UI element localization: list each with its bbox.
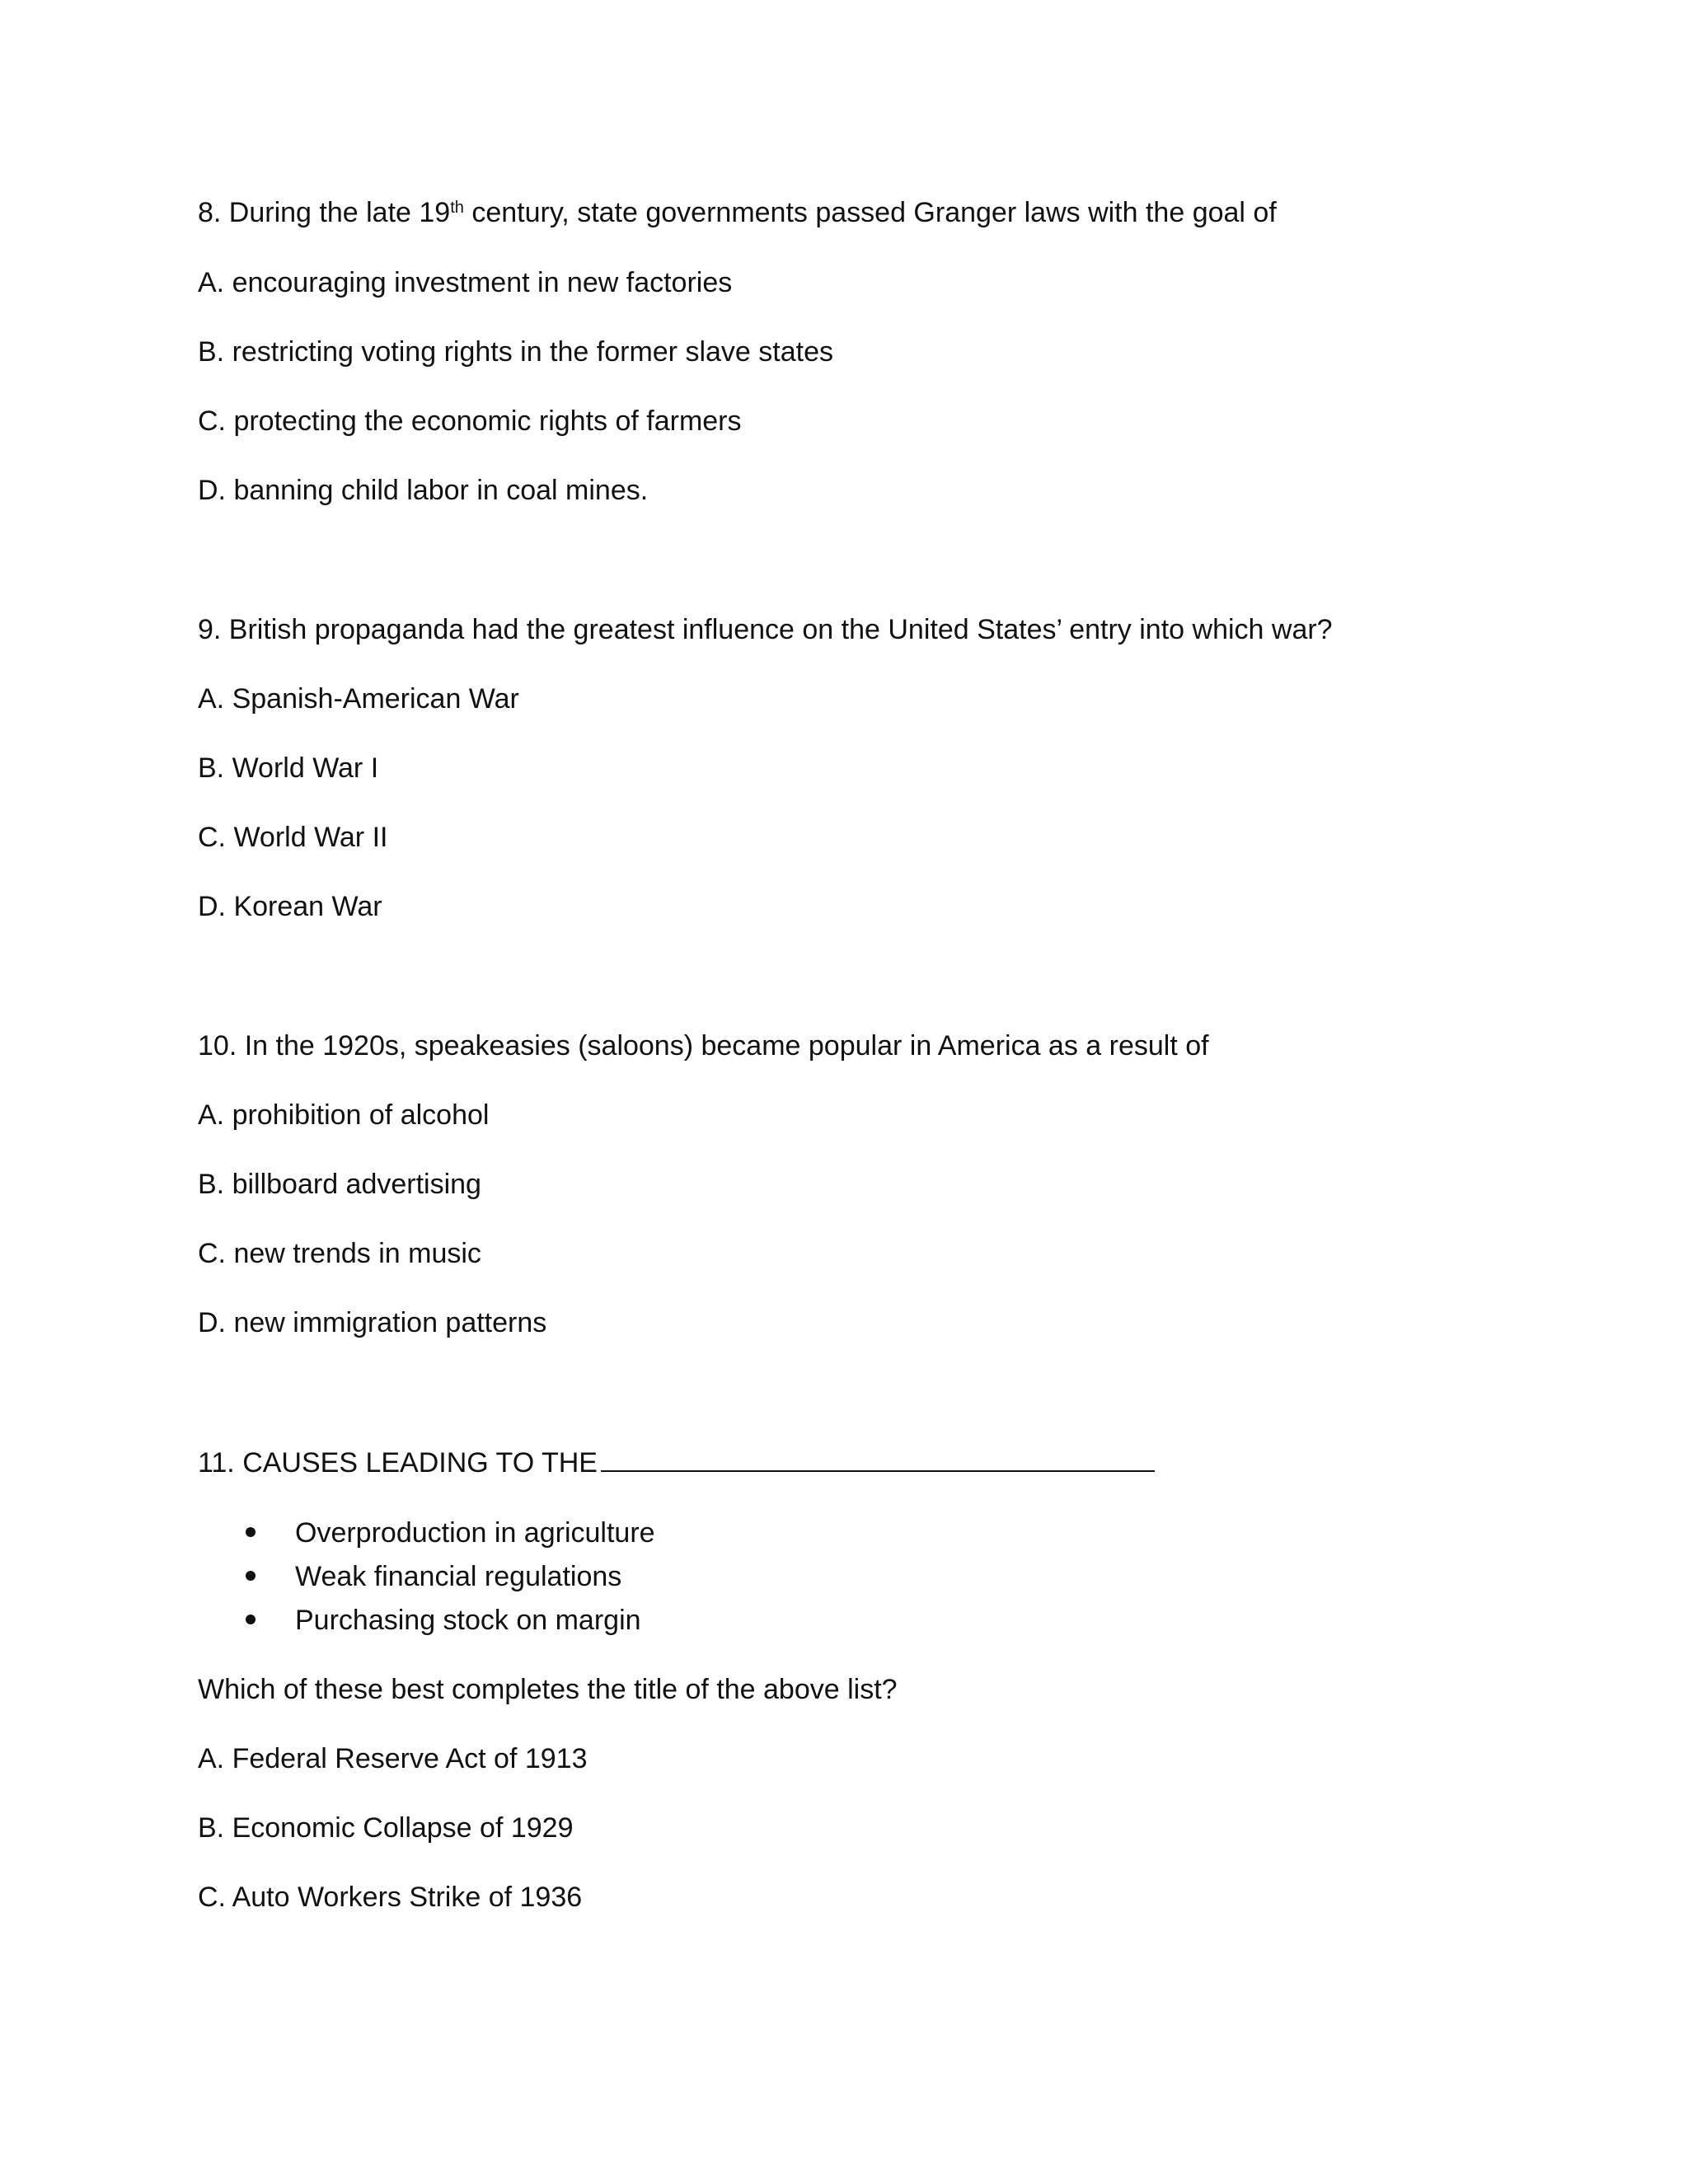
question-8-option-a: A. encouraging investment in new factories bbox=[198, 267, 733, 298]
cause-list-item bbox=[246, 1604, 641, 1637]
question-8-option-d: D. banning child labor in coal mines. bbox=[198, 475, 649, 506]
question-11-title bbox=[198, 1446, 1155, 1479]
question-8-suffix: century, state governments passed Granger laws with the goal of bbox=[463, 197, 1277, 228]
cause-list-item bbox=[246, 1516, 655, 1549]
bullet-icon bbox=[246, 1527, 256, 1537]
question-8-option-c: C. protecting the economic rights of farmers bbox=[198, 405, 742, 437]
cause-text: Weak financial regulations bbox=[295, 1561, 622, 1592]
cause-list-item bbox=[246, 1560, 621, 1593]
cause-text: Purchasing stock on margin bbox=[295, 1605, 641, 1636]
question-8-option-b: B. restricting voting rights in the former slave states bbox=[198, 336, 833, 368]
question-10-option-b: B. billboard advertising bbox=[198, 1169, 481, 1200]
question-9-option-c: C. World War II bbox=[198, 822, 388, 853]
question-10-stem: 10. In the 1920s, speakeasies (saloons) became popular in America as a result of bbox=[198, 1030, 1209, 1062]
question-8-stem bbox=[198, 196, 1277, 229]
question-11-option-c: C. Auto Workers Strike of 1936 bbox=[198, 1882, 583, 1913]
question-8-superscript: th bbox=[450, 199, 464, 217]
question-11-option-b: B. Economic Collapse of 1929 bbox=[198, 1812, 574, 1844]
question-11-title-text: 11. CAUSES LEADING TO THE bbox=[198, 1447, 598, 1479]
question-11-prompt: Which of these best completes the title of the above list? bbox=[198, 1674, 898, 1705]
question-9-option-d: D. Korean War bbox=[198, 891, 382, 922]
question-9-option-a: A. Spanish-American War bbox=[198, 683, 519, 715]
question-9-option-b: B. World War I bbox=[198, 752, 379, 784]
question-8-prefix: 8. During the late 19 bbox=[198, 197, 451, 228]
bullet-icon bbox=[246, 1615, 256, 1624]
answer-blank-line bbox=[601, 1446, 1155, 1472]
bullet-icon bbox=[246, 1571, 256, 1581]
question-10-option-d: D. new immigration patterns bbox=[198, 1307, 547, 1338]
question-11-option-a: A. Federal Reserve Act of 1913 bbox=[198, 1743, 588, 1774]
cause-text: Overproduction in agriculture bbox=[295, 1517, 655, 1549]
question-9-stem: 9. British propaganda had the greatest influence on the United States’ entry into which war? bbox=[198, 614, 1333, 645]
question-10-option-a: A. prohibition of alcohol bbox=[198, 1099, 490, 1131]
question-10-option-c: C. new trends in music bbox=[198, 1238, 481, 1269]
